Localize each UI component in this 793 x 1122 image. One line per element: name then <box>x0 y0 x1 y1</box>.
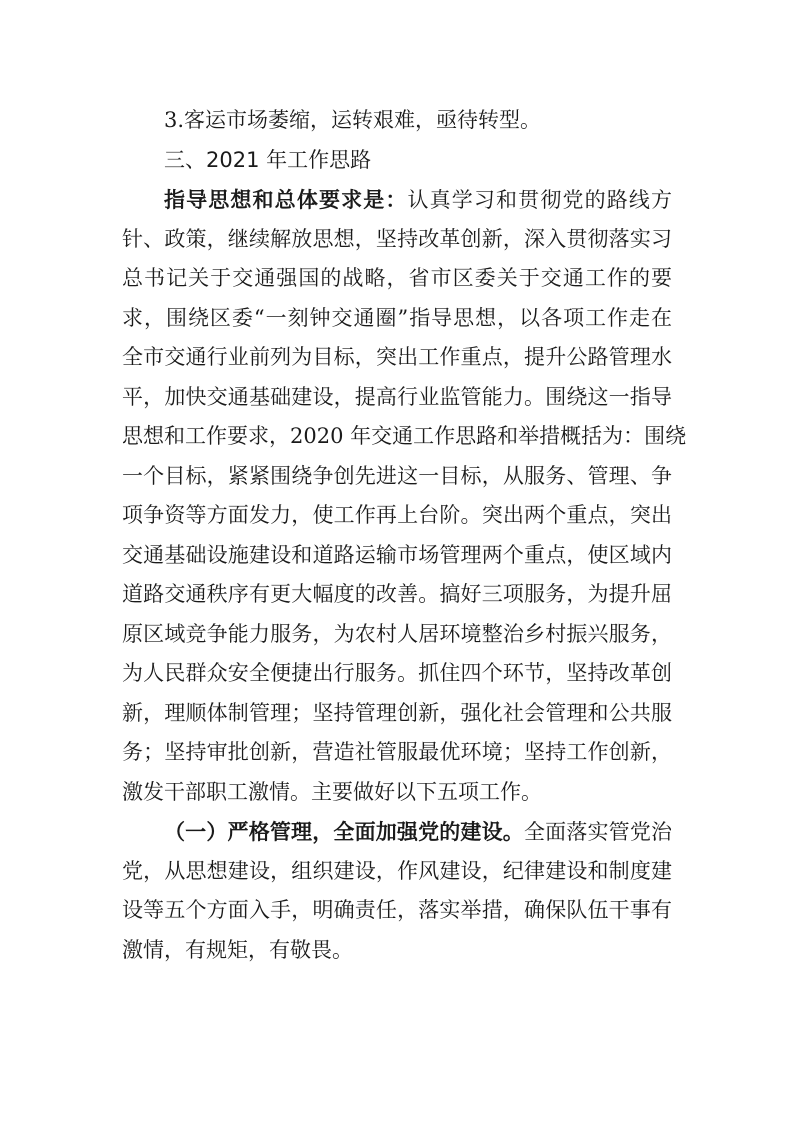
paragraph-line: 项争资等方面发力，使工作再上台阶。突出两个重点，突出 <box>122 503 672 527</box>
document-body <box>122 101 687 970</box>
paragraph-line: 新，理顺体制管理；坚持管理创新，强化社会管理和公共服 <box>122 700 672 725</box>
paragraph-line: 一个目标，紧紧围绕争创先进这一目标，从服务、管理、争 <box>122 463 672 488</box>
paragraph-line: 设等五个方面入手，明确责任，落实举措，确保队伍干事有 <box>122 898 672 922</box>
paragraph-line: 针、政策，继续解放思想，坚持改革创新，深入贯彻落实习 <box>122 226 672 251</box>
paragraph-text: 认真学习和贯彻党的路线方 <box>407 188 672 212</box>
paragraph-line: 平，加快交通基础建设，提高行业监管能力。围绕这一指导 <box>122 384 672 409</box>
paragraph-line <box>122 180 672 220</box>
paragraph-guiding-thought <box>122 180 687 812</box>
paragraph-lead: （一）严格管理，全面加强党的建设。 <box>164 819 524 844</box>
paragraph-line: 思想和工作要求，2020 年交通工作思路和举措概括为：围绕 <box>122 424 687 448</box>
paragraph-line: 原区域竞争能力服务，为农村人居环境整治乡村振兴服务， <box>122 621 672 646</box>
paragraph-line: 为人民群众安全便捷出行服务。抓住四个环节，坚持改革创 <box>122 661 672 685</box>
paragraph-line: 全市交通行业前列为目标，突出工作重点，提升公路管理水 <box>122 345 672 369</box>
paragraph-line <box>122 812 672 852</box>
paragraph-line: 激发干部职工激情。主要做好以下五项工作。 <box>122 779 542 804</box>
paragraph-line: 求，围绕区委“一刻钟交通圈”指导思想，以各项工作走在 <box>122 305 672 330</box>
paragraph-line: 交通基础设施建设和道路运输市场管理两个重点，使区域内 <box>122 542 672 567</box>
paragraph-line: 激情，有规矩，有敬畏。 <box>122 937 353 962</box>
paragraph-line: 道路交通秩序有更大幅度的改善。搞好三项服务，为提升屈 <box>122 582 672 606</box>
paragraph-line: 党，从思想建设，组织建设，作风建设，纪律建设和制度建 <box>122 858 672 883</box>
paragraph-party-building <box>122 812 672 970</box>
paragraph-line: 务；坚持审批创新，营造社管服最优环境；坚持工作创新， <box>122 740 672 764</box>
paragraph-lead: 指导思想和总体要求是： <box>164 187 408 212</box>
paragraph-text: 全面落实管党治 <box>523 820 673 844</box>
paragraph-line: 总书记关于交通强国的战略，省市区委关于交通工作的要 <box>122 266 672 290</box>
section-heading: 三、2021 年工作思路 <box>164 147 372 172</box>
item-3-line: 3.客运市场萎缩，运转艰难，亟待转型。 <box>164 108 542 132</box>
